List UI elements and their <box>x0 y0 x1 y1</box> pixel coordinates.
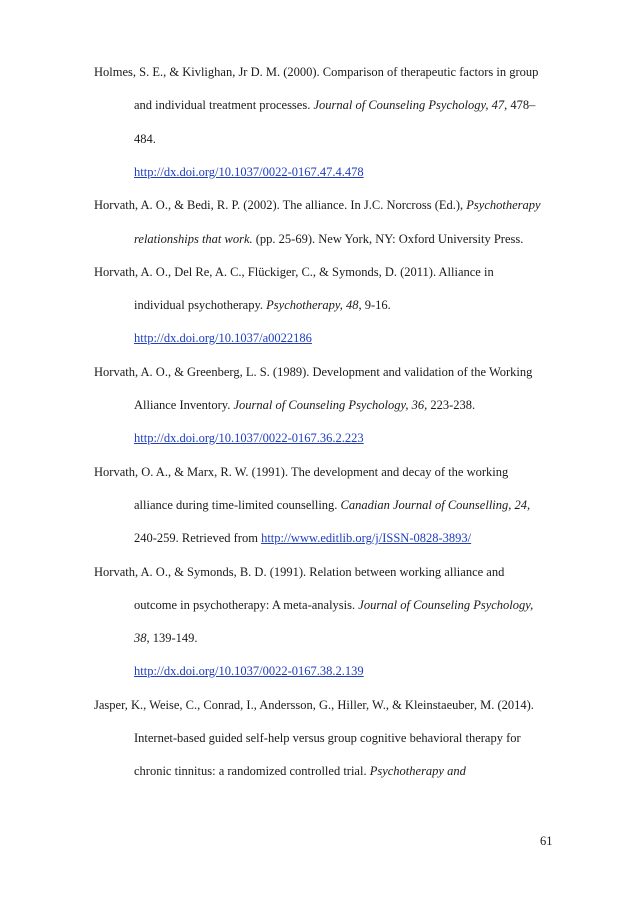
reference-text: alliance during time-limited counselling. <box>134 498 341 512</box>
reference-text: chronic tinnitus: a randomized controlled trial. <box>134 764 370 778</box>
reference-text: Horvath, O. A., & Marx, R. W. (1991). The development and decay of the working <box>94 465 509 479</box>
reference-line <box>134 131 156 147</box>
reference-italic-text: Journal of Counseling Psychology, 47, <box>313 98 508 112</box>
reference-text: and individual treatment processes. <box>134 98 314 112</box>
reference-line <box>94 64 538 80</box>
reference-line <box>134 663 364 679</box>
reference-line <box>134 231 523 247</box>
reference-text: Internet-based guided self-help versus group cognitive behavioral therapy for <box>134 731 521 745</box>
reference-line <box>134 430 364 446</box>
reference-italic-text: Journal of Counseling Psychology, <box>358 598 534 612</box>
reference-text: 9-16. <box>361 298 391 312</box>
reference-text: individual psychotherapy. <box>134 298 267 312</box>
reference-line <box>134 97 535 113</box>
reference-text: 478– <box>507 98 536 112</box>
reference-line <box>94 697 534 713</box>
reference-line <box>134 630 198 646</box>
reference-line <box>94 464 508 480</box>
reference-text: 240-259. Retrieved from <box>134 531 262 545</box>
reference-text: Horvath, A. O., Del Re, A. C., Flückiger, C., & Symonds, D. (2011). Alliance in <box>94 265 494 279</box>
reference-italic-text: Canadian Journal of Counselling, 24, <box>340 498 531 512</box>
reference-line <box>94 264 494 280</box>
reference-link[interactable]: http://dx.doi.org/10.1037/a0022186 <box>134 331 312 345</box>
reference-line <box>94 197 541 213</box>
page-number: 61 <box>540 834 553 848</box>
reference-text: (pp. 25-69). New York, NY: Oxford University Press. <box>252 232 524 246</box>
reference-text: Alliance Inventory. <box>134 398 234 412</box>
reference-text: Horvath, A. O., & Greenberg, L. S. (1989). Development and validation of the Working <box>94 365 533 379</box>
reference-italic-text: 38, <box>134 631 150 645</box>
reference-line <box>134 530 471 546</box>
reference-italic-text: relationships that work. <box>134 232 253 246</box>
reference-text: Horvath, A. O., & Bedi, R. P. (2002). The alliance. In J.C. Norcross (Ed.), <box>94 198 467 212</box>
reference-line <box>94 364 532 380</box>
reference-italic-text: Psychotherapy, 48, <box>266 298 362 312</box>
reference-text: Horvath, A. O., & Symonds, B. D. (1991). Relation between working alliance and <box>94 565 505 579</box>
reference-text: outcome in psychotherapy: A meta-analysis. <box>134 598 359 612</box>
reference-line <box>94 564 504 580</box>
reference-text: 223-238. <box>427 398 476 412</box>
reference-line <box>134 730 521 746</box>
reference-text: Jasper, K., Weise, C., Conrad, I., Andersson, G., Hiller, W., & Kleinstaeuber, M. (2014). <box>94 698 534 712</box>
reference-line <box>134 763 466 779</box>
reference-text: 139-149. <box>149 631 198 645</box>
reference-link[interactable]: http://www.editlib.org/j/ISSN-0828-3893/ <box>261 531 472 545</box>
reference-line <box>134 397 475 413</box>
reference-italic-text: Psychotherapy and <box>369 764 466 778</box>
reference-link[interactable]: http://dx.doi.org/10.1037/0022-0167.38.2.139 <box>134 664 364 678</box>
reference-link[interactable]: http://dx.doi.org/10.1037/0022-0167.36.2.223 <box>134 431 364 445</box>
reference-line <box>134 497 530 513</box>
reference-link[interactable]: http://dx.doi.org/10.1037/0022-0167.47.4.478 <box>134 165 364 179</box>
reference-text: Holmes, S. E., & Kivlighan, Jr D. M. (2000). Comparison of therapeutic factors in group <box>94 65 539 79</box>
reference-line <box>134 297 391 313</box>
reference-line <box>134 597 533 613</box>
reference-line <box>134 330 312 346</box>
reference-italic-text: Psychotherapy <box>466 198 541 212</box>
reference-text: 484. <box>134 132 156 146</box>
reference-italic-text: Journal of Counseling Psychology, 36, <box>233 398 428 412</box>
reference-line <box>134 164 364 180</box>
